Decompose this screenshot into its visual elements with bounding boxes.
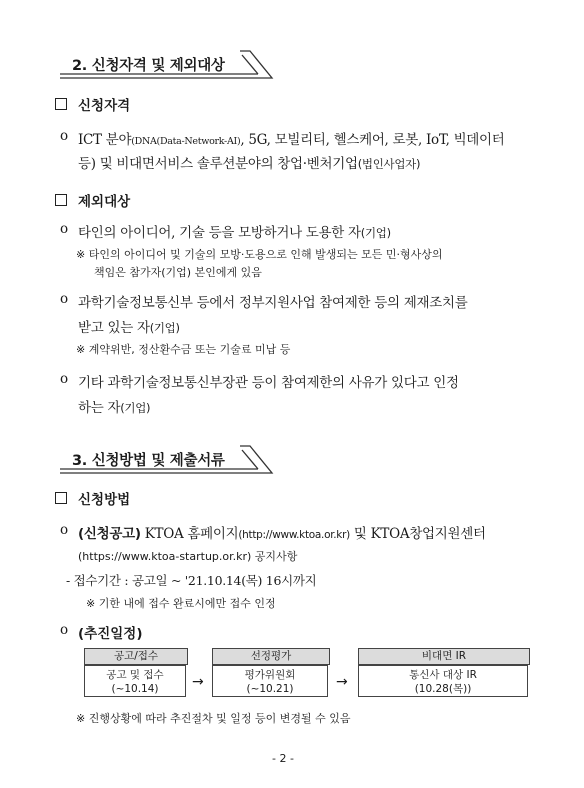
notice-label: (신청공고)	[78, 526, 141, 542]
exclusion-item-3-line-1: 기타 과학기술정보통신부장관 등이 참여제한의 사유가 있다고 인정	[78, 375, 459, 391]
ktoa-url[interactable]: (http://www.ktoa.or.kr)	[238, 529, 350, 541]
square-bullet-icon	[55, 194, 67, 206]
step-3-header: 비대면 IR	[358, 648, 530, 665]
step-3-body	[358, 665, 528, 697]
exclusion-item-2-suffix: (기업)	[149, 321, 180, 335]
eligibility-field: ICT 분야	[78, 132, 132, 148]
exclusion-note-2: ※ 계약위반, 정산환수금 또는 기술료 미납 등	[76, 343, 291, 356]
bullet-marker: o	[60, 522, 68, 538]
eligibility-dna: (DNA(Data-Network-AI)	[131, 136, 241, 147]
step-1-header: 공고/접수	[84, 648, 188, 665]
eligibility-fields-rest: , 5G, 모빌리티, 헬스케어, 로봇, IoT, 빅데이터	[240, 132, 505, 148]
exclusion-item-2-line-2	[78, 316, 180, 336]
bullet-marker: o	[60, 622, 68, 638]
exclusion-heading: 제외대상	[78, 194, 131, 210]
step-1-date: (~10.14)	[111, 683, 159, 695]
arrow-right-icon: →	[192, 674, 204, 690]
schedule-note: ※ 진행상황에 따라 추진절차 및 일정 등이 변경될 수 있음	[76, 712, 351, 725]
method-item-1-line-1	[78, 522, 486, 542]
bullet-marker: o	[60, 371, 68, 387]
step-3-desc: 통신사 대상 IR	[409, 669, 477, 681]
step-1-desc: 공고 및 접수	[106, 669, 164, 681]
step-2-header: 선정평가	[212, 648, 330, 665]
bullet-marker: o	[60, 128, 68, 144]
eligibility-line-2	[78, 152, 420, 172]
section-title: 3. 신청방법 및 제출서류	[72, 453, 225, 469]
ktoa-startup-center: 및 KTOA창업지원센터	[349, 526, 486, 542]
eligibility-line-1	[78, 128, 505, 148]
section-title: 2. 신청자격 및 제외대상	[72, 58, 225, 74]
eligibility-target: 등) 및 비대면서비스 솔루션분야의 창업·벤처기업	[78, 156, 358, 172]
bullet-marker: o	[60, 221, 68, 237]
eligibility-company-type: (법인사업자)	[357, 157, 421, 171]
arrow-right-icon: →	[336, 674, 348, 690]
exclusion-item-3-suffix: (기업)	[120, 401, 151, 415]
bullet-marker: o	[60, 291, 68, 307]
step-2-date: (~10.21)	[246, 683, 294, 695]
exclusion-item-3-line-2	[78, 396, 150, 416]
exclusion-item-1-suffix: (기업)	[360, 226, 391, 240]
square-bullet-icon	[55, 492, 67, 504]
page-number: - 2 -	[272, 752, 294, 765]
square-bullet-icon	[55, 98, 67, 110]
application-period: - 접수기간 : 공고일 ~ '21.10.14(목) 16시까지	[66, 573, 317, 588]
section-2-header	[60, 47, 276, 81]
exclusion-note-1-line-2: 책임은 참가자(기업) 본인에게 있음	[94, 266, 262, 279]
step-2-body	[212, 665, 328, 697]
ktoa-homepage: KTOA 홈페이지	[140, 526, 239, 542]
step-1-body	[84, 665, 186, 697]
method-heading: 신청방법	[78, 492, 131, 508]
exclusion-item-1-text: 타인의 아이디어, 기술 등을 모방하거나 도용한 자	[78, 225, 361, 241]
section-3-header	[60, 442, 276, 476]
startup-url-line[interactable]: (https://www.ktoa-startup.or.kr) 공지사항	[78, 550, 298, 563]
step-2-desc: 평가위원회	[244, 669, 296, 681]
exclusion-item-1	[78, 221, 391, 241]
eligibility-heading: 신청자격	[78, 98, 131, 114]
period-note: ※ 기한 내에 접수 완료시에만 접수 인정	[86, 597, 276, 610]
schedule-label: (추진일정)	[78, 626, 143, 642]
exclusion-item-3-text: 하는 자	[78, 400, 121, 416]
exclusion-item-2-line-1: 과학기술정보통신부 등에서 정부지원사업 참여제한 등의 제재조치를	[78, 295, 468, 311]
exclusion-note-1-line-1: ※ 타인의 아이디어 및 기술의 모방·도용으로 인해 발생되는 모든 민·형사상의	[76, 248, 443, 261]
exclusion-item-2-text: 받고 있는 자	[78, 320, 150, 336]
step-3-date: (10.28(목))	[414, 683, 472, 695]
